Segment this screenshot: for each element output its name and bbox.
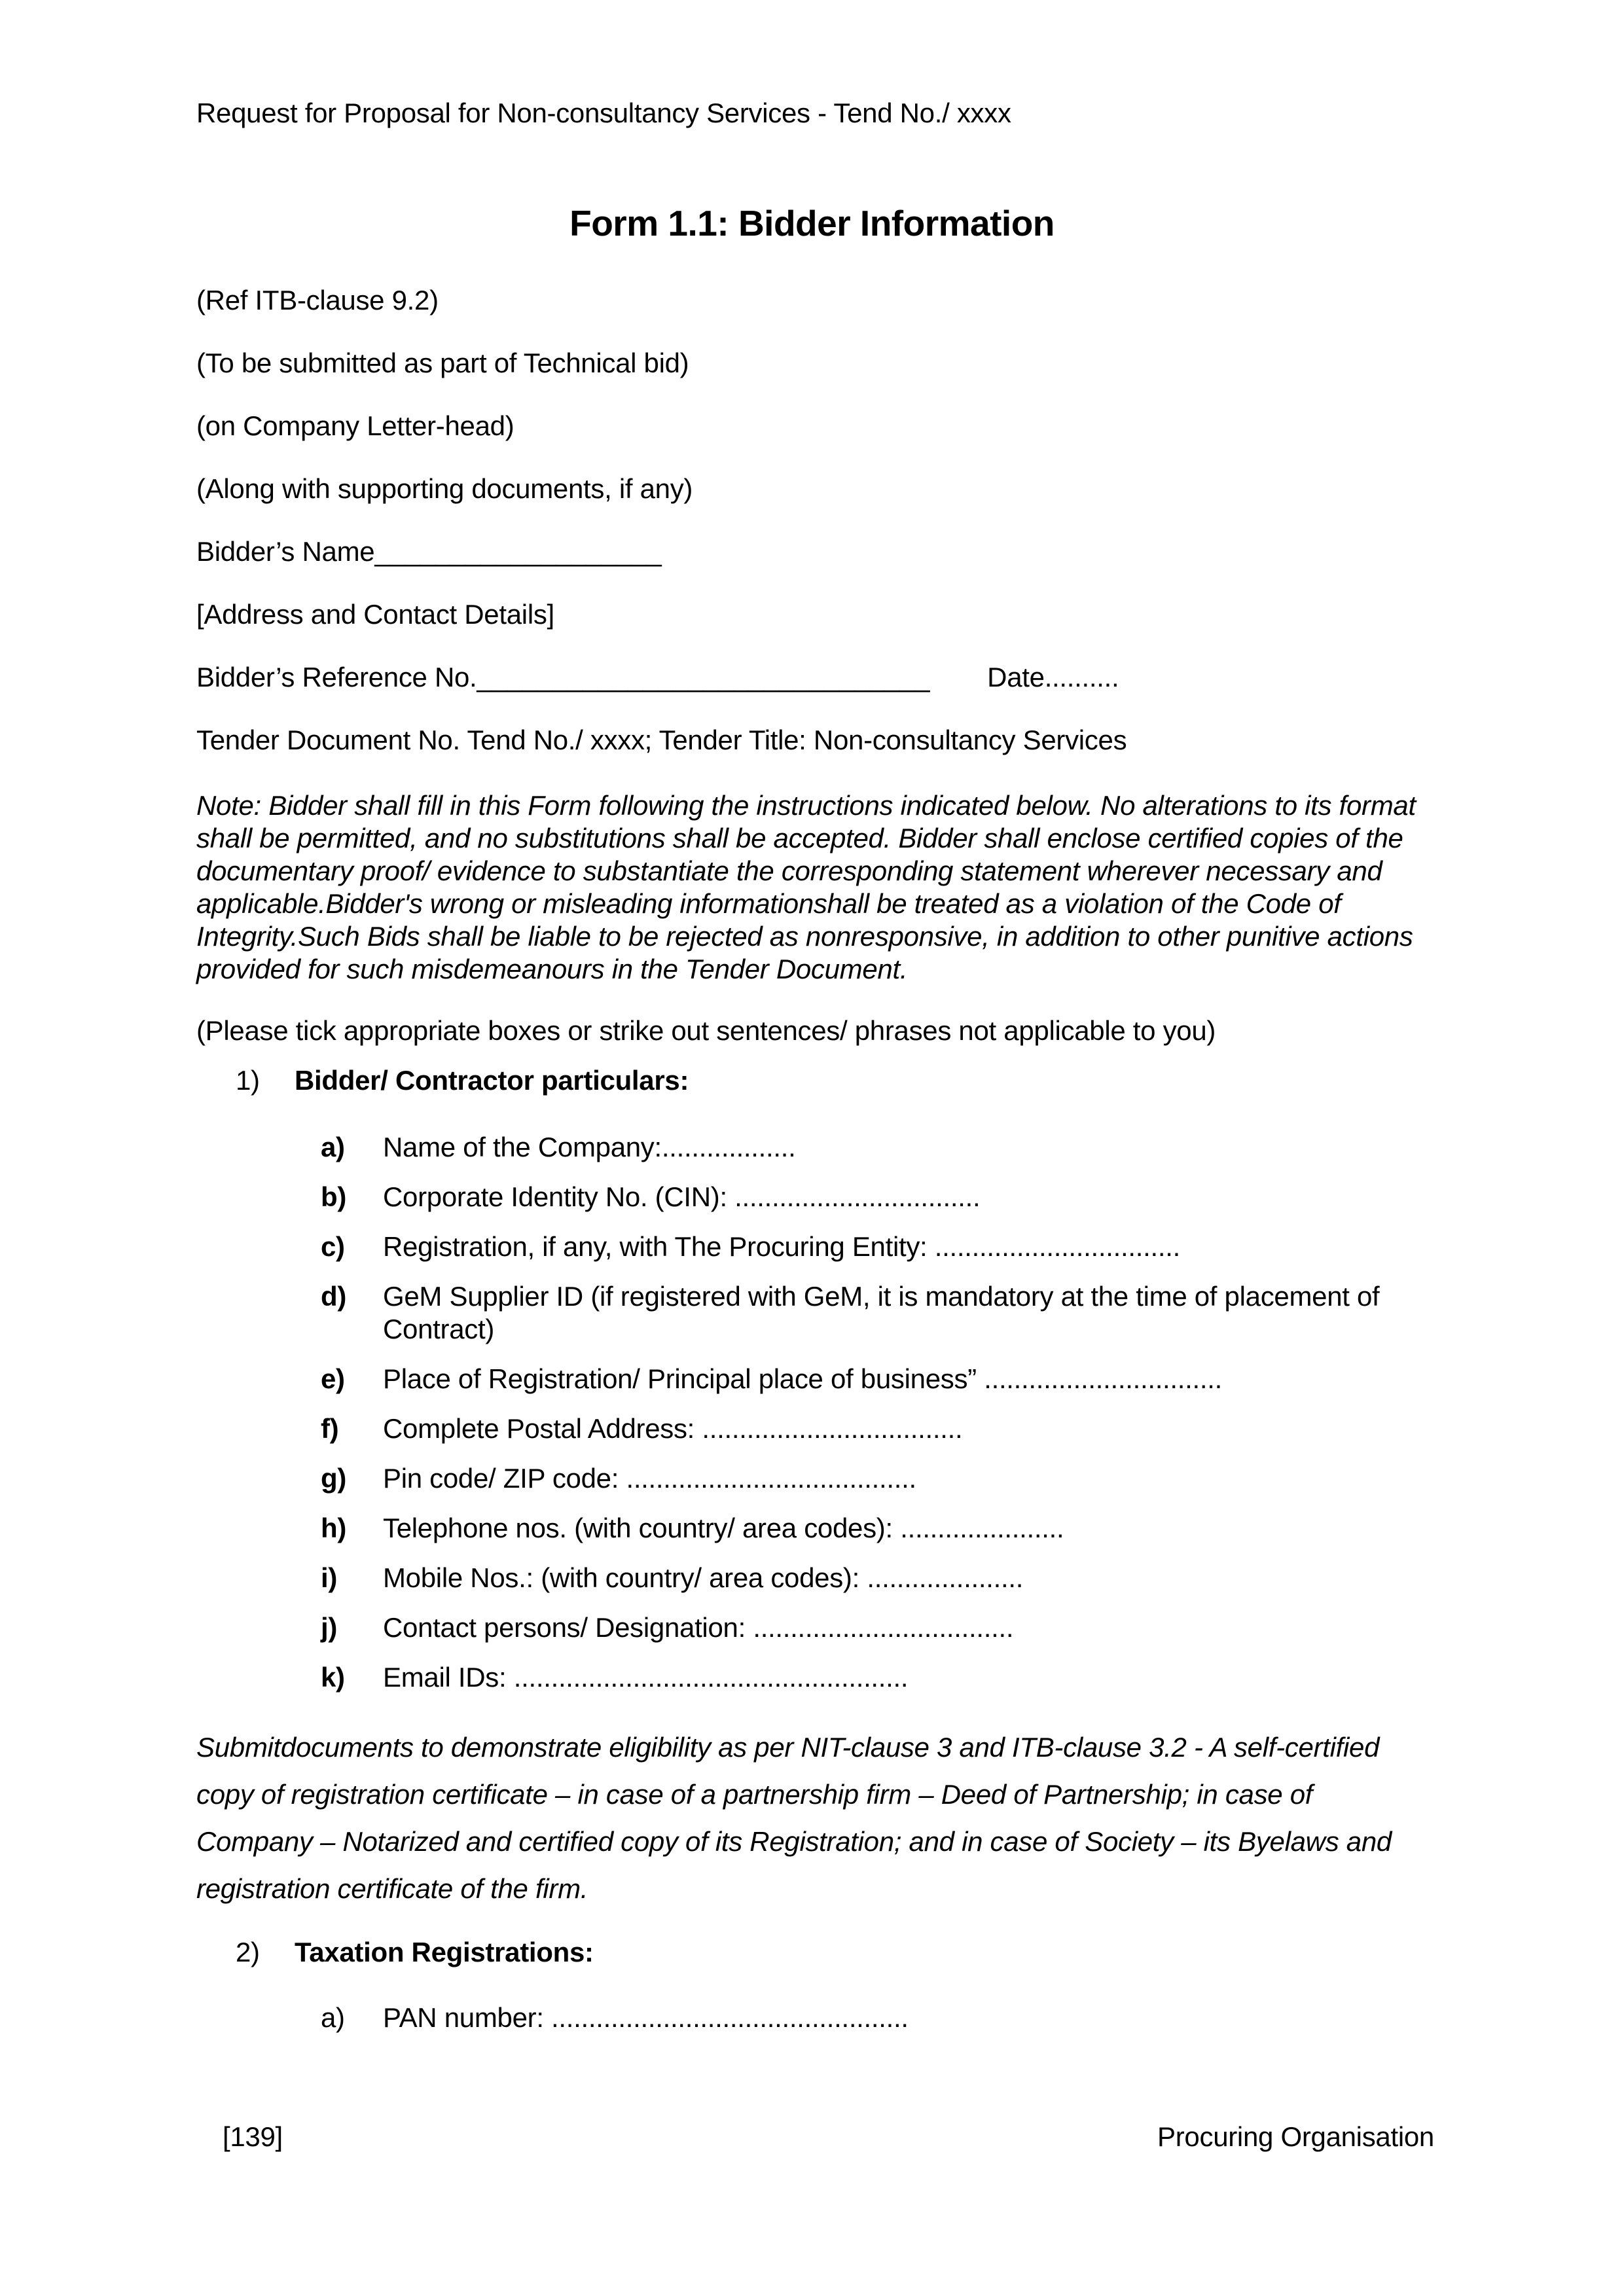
item-text: Corporate Identity No. (CIN): ................................. — [383, 1181, 981, 1212]
form-title: Form 1.1: Bidder Information — [569, 203, 1055, 243]
item-letter: f) — [321, 1413, 339, 1444]
item-text: Telephone nos. (with country/ area codes): ...................... — [383, 1513, 1064, 1543]
item-letter: g) — [321, 1463, 347, 1494]
tender-document-line: Tender Document No. Tend No./ xxxx; Tender Title: Non-consultancy Services — [196, 725, 1127, 755]
list-item-d — [196, 1280, 1428, 1346]
list-item-c — [196, 1230, 1428, 1263]
list-item-b — [196, 1181, 1428, 1213]
item-text: Mobile Nos.: (with country/ area codes): ..................... — [383, 1562, 1024, 1593]
item-letter: b) — [321, 1181, 347, 1212]
date-label: Date.......... — [987, 662, 1119, 692]
bidders-reference-line — [196, 661, 1428, 694]
item-text: Pin code/ ZIP code: ....................................... — [383, 1463, 916, 1494]
intro-line-supporting-docs: (Along with supporting documents, if any) — [196, 473, 693, 504]
section-2-title: Taxation Registrations: — [295, 1937, 594, 1967]
section-2-heading — [196, 1936, 1428, 1969]
eligibility-note: Submitdocuments to demonstrate eligibility as per NIT-clause 3 and ITB-clause 3.2 - A self-certified copy of registration certificate – in case of a partnership firm – Deed of Partnership; in case of Company – Notarized and certified copy of its Registration; and in case of Society – its Byelaws and registration certificate of the firm. — [196, 1732, 1392, 1904]
section-2-items — [196, 2001, 1428, 2034]
item-text: Name of the Company:.................. — [383, 1132, 796, 1162]
address-contact-line: [Address and Contact Details] — [196, 599, 554, 630]
list-item-pan — [196, 2001, 1428, 2034]
bidders-name-line: Bidder’s Name___________________ — [196, 536, 662, 567]
item-text: Complete Postal Address: ................................... — [383, 1413, 963, 1444]
list-item-h — [196, 1512, 1428, 1545]
item-text: Email IDs: ..................................................... — [383, 1662, 909, 1693]
footer-org-label: Procuring Organisation — [1157, 2121, 1434, 2152]
tick-instruction: (Please tick appropriate boxes or strike out sentences/ phrases not applicable to you) — [196, 1015, 1216, 1046]
item-text: Place of Registration/ Principal place of business” ................................ — [383, 1363, 1223, 1394]
bidders-reference-label: Bidder’s Reference No.______________________________ — [196, 662, 930, 692]
page-header-text: Request for Proposal for Non-consultancy Services - Tend No./ xxxx — [196, 98, 1011, 128]
item-letter: h) — [321, 1513, 347, 1543]
list-item-k — [196, 1661, 1428, 1694]
item-letter: k) — [321, 1662, 345, 1693]
item-letter: i) — [321, 1562, 338, 1593]
item-letter: j) — [321, 1612, 338, 1643]
list-item-f — [196, 1412, 1428, 1445]
intro-line-letterhead: (on Company Letter-head) — [196, 410, 514, 441]
intro-line-technical-bid: (To be submitted as part of Technical bid) — [196, 348, 689, 378]
section-1-title: Bidder/ Contractor particulars: — [295, 1065, 689, 1096]
list-item-a — [196, 1131, 1428, 1164]
footer-page-number: [139] — [223, 2121, 283, 2152]
item-letter: c) — [321, 1231, 345, 1262]
item-letter: a) — [321, 2002, 345, 2033]
item-text: PAN number: ................................................ — [383, 2002, 909, 2033]
section-1-items — [196, 1131, 1428, 1694]
intro-line-ref-clause: (Ref ITB-clause 9.2) — [196, 285, 439, 315]
note-paragraph: Note: Bidder shall fill in this Form following the instructions indicated below. No alterations to its format shall be permitted, and no substitutions shall be accepted. Bidder shall enclose certified copies of the documentary proof/ evidence to substantiate the corresponding statement wherever necessary and applicable.Bidder's wrong or misleading informationshall be treated as a violation of the Code of Integrity.Such Bids shall be liable to be rejected as nonresponsive, in addition to other punitive actions provided for such misdemeanours in the Tender Document. — [196, 790, 1416, 984]
list-item-j — [196, 1611, 1428, 1644]
list-item-e — [196, 1363, 1428, 1395]
section-2-number: 2) — [236, 1937, 260, 1967]
page-footer — [0, 2121, 1624, 2153]
item-letter: a) — [321, 1132, 345, 1162]
item-letter: e) — [321, 1363, 345, 1394]
section-1-number: 1) — [236, 1065, 260, 1096]
list-item-g — [196, 1462, 1428, 1495]
item-text: GeM Supplier ID (if registered with GeM, it is mandatory at the time of placement of Contract) — [383, 1281, 1380, 1344]
item-text: Registration, if any, with The Procuring Entity: ................................. — [383, 1231, 1180, 1262]
item-letter: d) — [321, 1281, 347, 1312]
item-text: Contact persons/ Designation: ................................... — [383, 1612, 1014, 1643]
list-item-i — [196, 1562, 1428, 1594]
section-1-heading — [196, 1064, 1428, 1097]
